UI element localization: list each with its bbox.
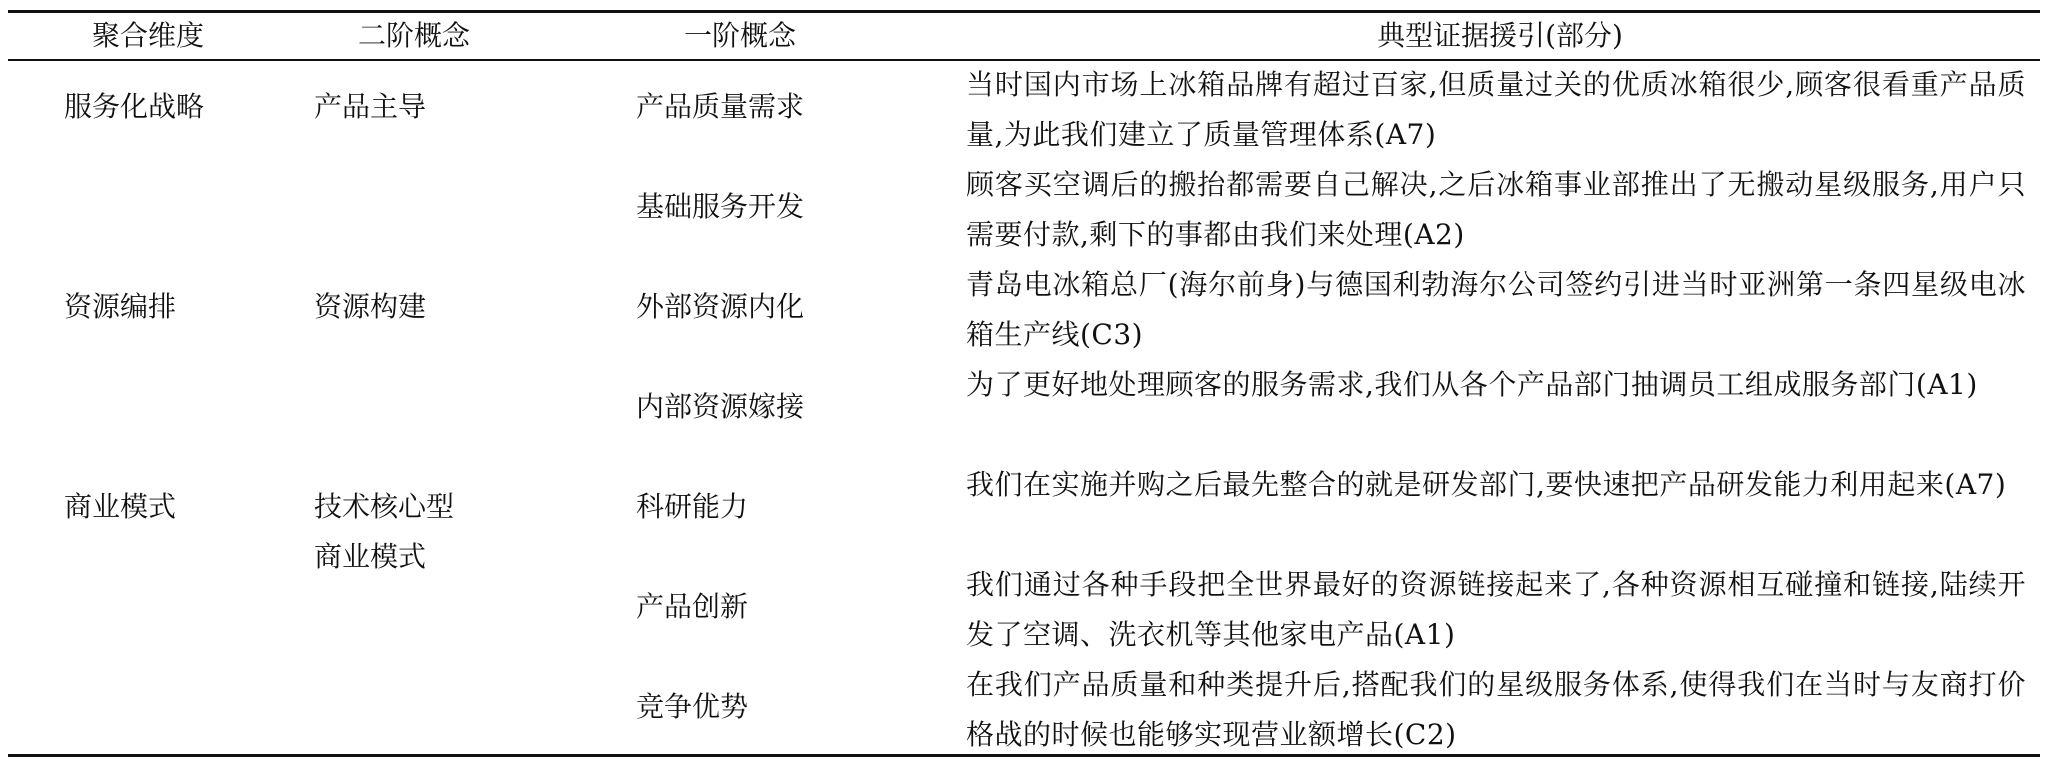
header-aggregate-dimension: 聚合维度 xyxy=(91,19,204,52)
evidence-3: 青岛电冰箱总厂(海尔前身)与德国利勃海尔公司签约引进当时亚洲第一条四星级电冰箱生产线(C3) xyxy=(966,268,2026,351)
second-order-resource-building: 资源构建 xyxy=(314,290,427,323)
first-order-rd-capability: 科研能力 xyxy=(636,490,749,523)
aggregate-dimension-business-model: 商业模式 xyxy=(64,490,177,523)
second-order-business-model: 商业模式 xyxy=(314,540,427,573)
first-order-external-internalization: 外部资源内化 xyxy=(636,290,805,323)
first-order-competitive-advantage: 竞争优势 xyxy=(636,690,749,723)
second-order-product-led: 产品主导 xyxy=(314,90,427,123)
second-order-tech-core: 技术核心型 xyxy=(314,490,455,523)
first-order-quality-demand: 产品质量需求 xyxy=(636,90,805,123)
table-bottom-rule xyxy=(8,754,2040,757)
evidence-1: 当时国内市场上冰箱品牌有超过百家,但质量过关的优质冰箱很少,顾客很看重产品质量,为此我们建立了质量管理体系(A7) xyxy=(966,68,2026,151)
header-second-order-concept: 二阶概念 xyxy=(357,19,470,52)
aggregate-dimension-resource-orchestration: 资源编排 xyxy=(64,290,177,323)
evidence-4: 为了更好地处理顾客的服务需求,我们从各个产品部门抽调员工组成服务部门(A1) xyxy=(966,368,1978,401)
first-order-basic-service: 基础服务开发 xyxy=(636,190,805,223)
header-first-order-concept: 一阶概念 xyxy=(683,19,796,52)
evidence-2: 顾客买空调后的搬抬都需要自己解决,之后冰箱事业部推出了无搬动星级服务,用户只需要付款,剩下的事都由我们来处理(A2) xyxy=(966,168,2026,251)
evidence-7: 在我们产品质量和种类提升后,搭配我们的星级服务体系,使得我们在当时与友商打价格战的时候也能够实现营业额增长(C2) xyxy=(966,668,2026,751)
first-order-product-innovation: 产品创新 xyxy=(636,590,749,623)
evidence-6: 我们通过各种手段把全世界最好的资源链接起来了,各种资源相互碰撞和链接,陆续开发了空调、洗衣机等其他家电产品(A1) xyxy=(966,568,2026,651)
header-evidence: 典型证据援引(部分) xyxy=(1377,19,1623,52)
evidence-5: 我们在实施并购之后最先整合的就是研发部门,要快速把产品研发能力利用起来(A7) xyxy=(966,468,2007,501)
first-order-internal-grafting: 内部资源嫁接 xyxy=(636,390,805,423)
aggregate-dimension-servitization: 服务化战略 xyxy=(64,90,205,123)
